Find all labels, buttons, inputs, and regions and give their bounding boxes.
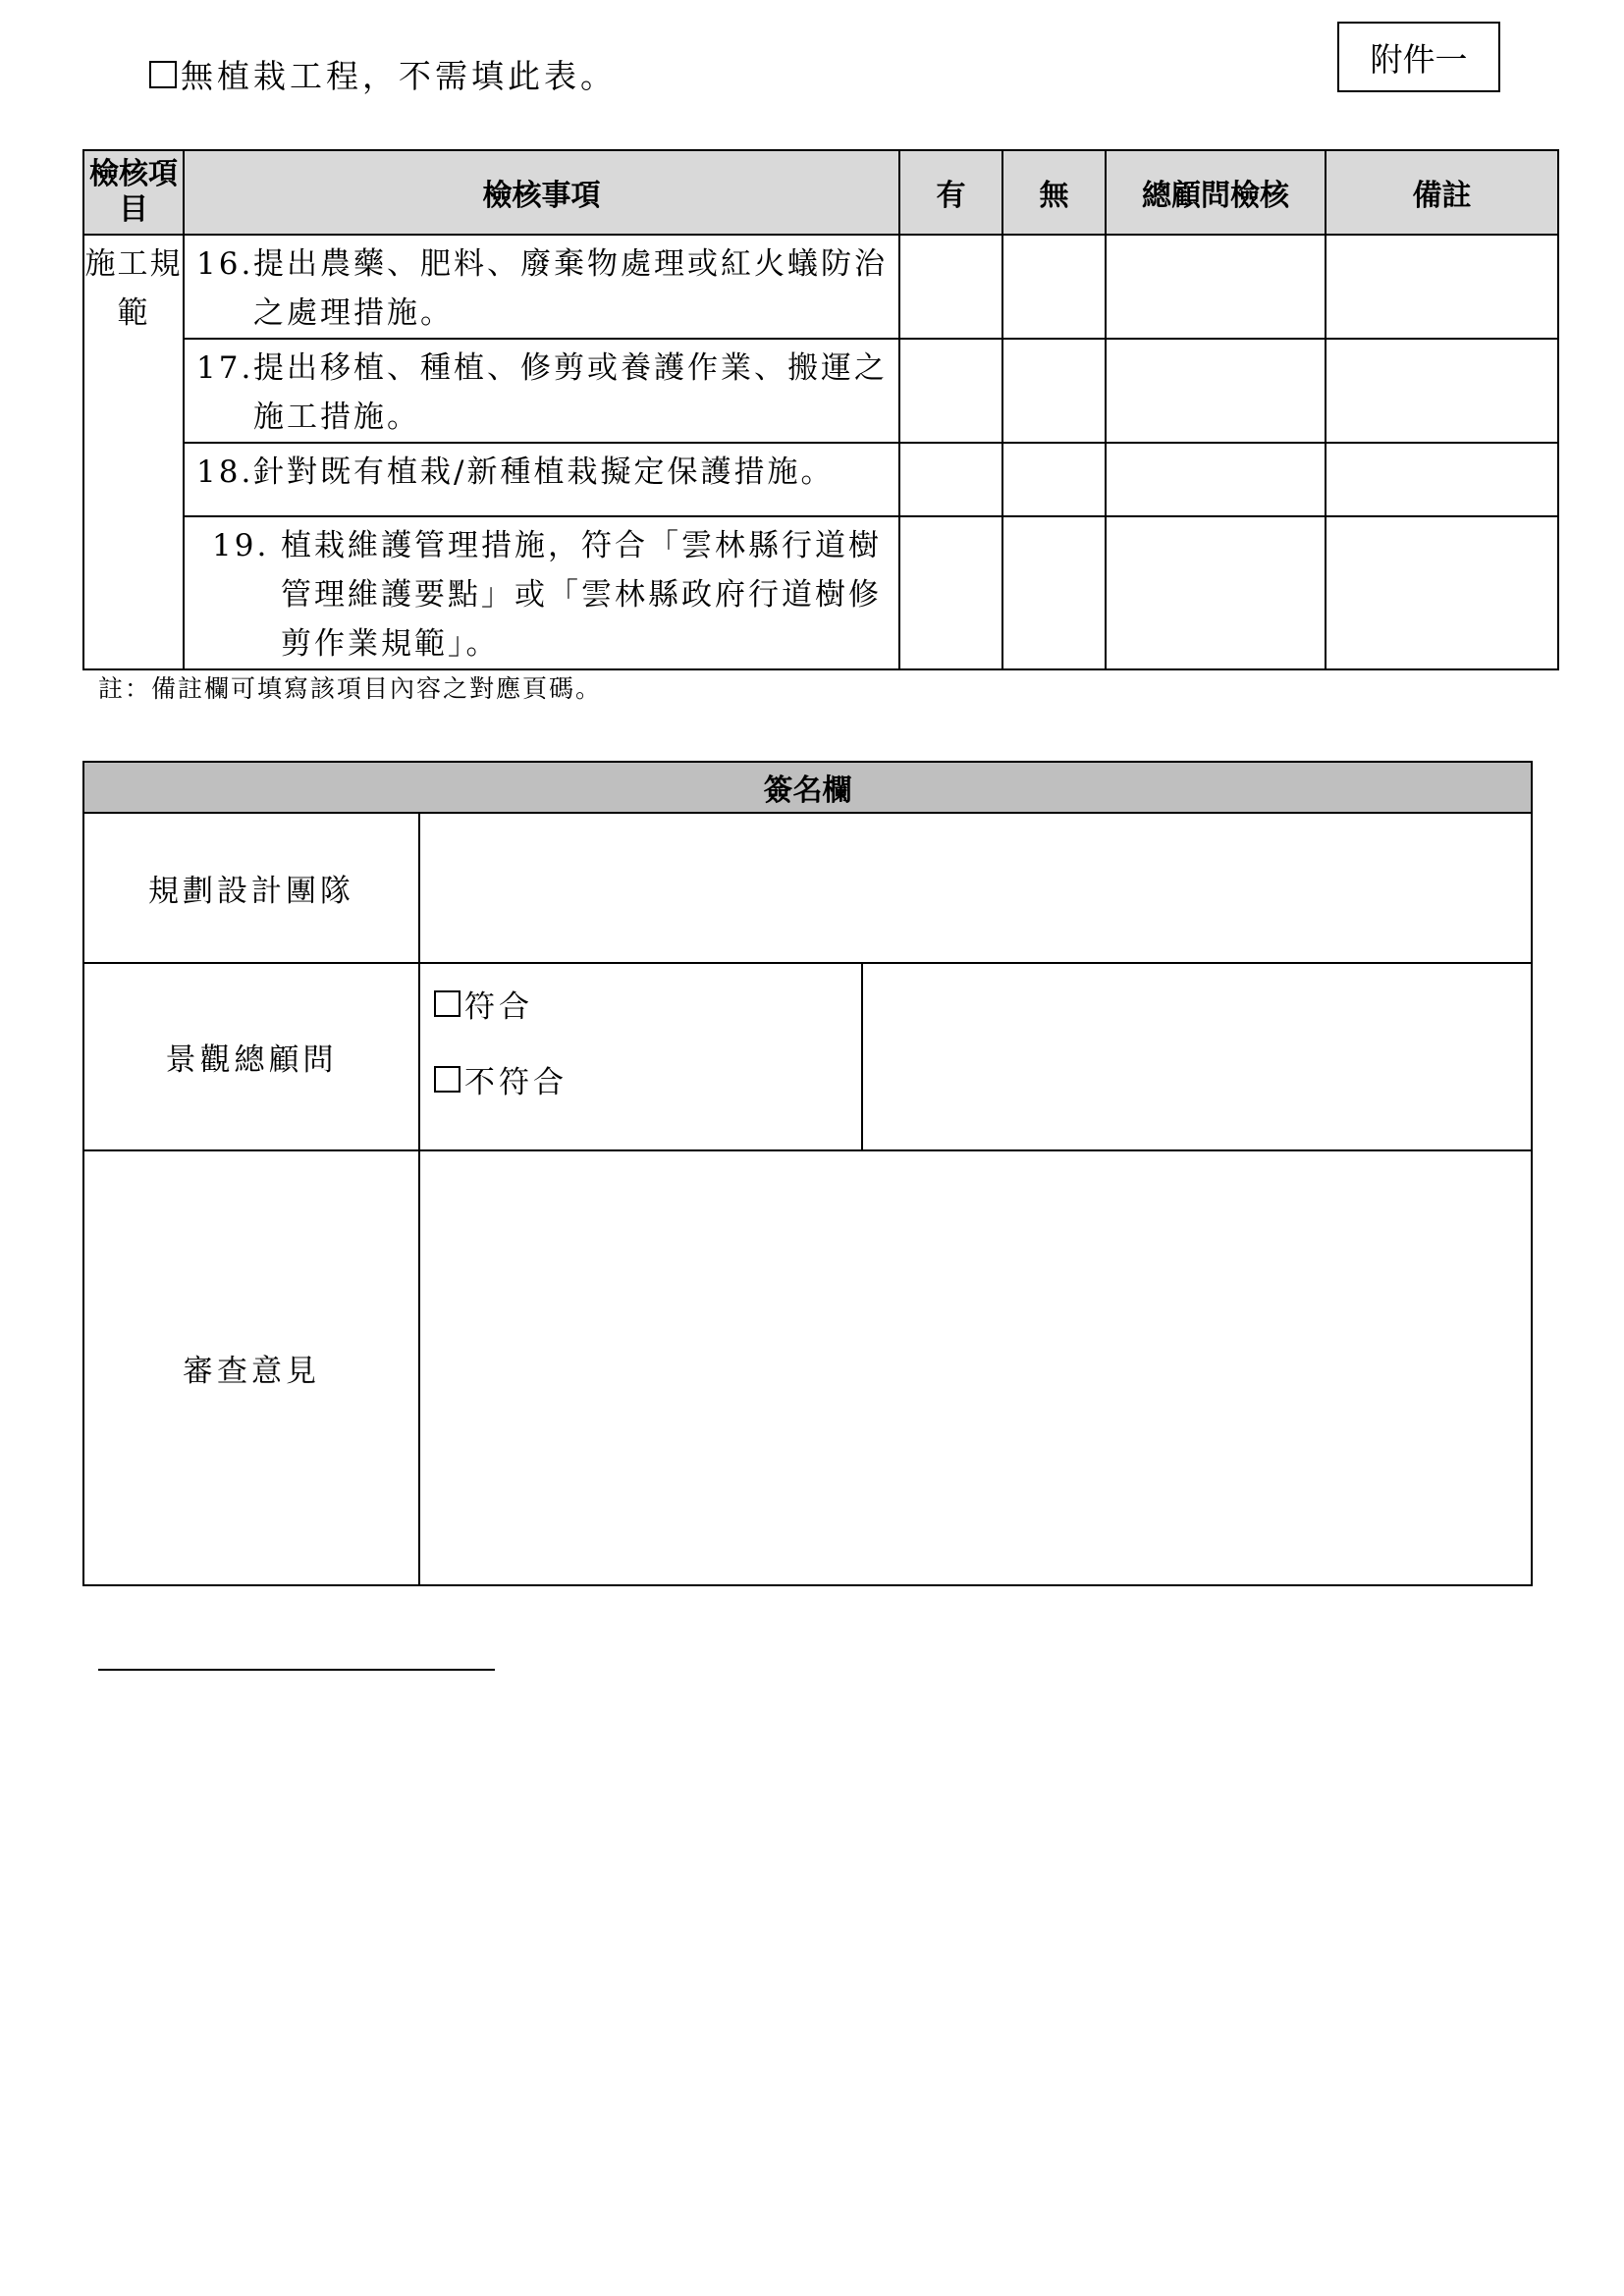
- table-row: [83, 443, 1558, 516]
- design-team-label: 規劃設計團隊: [83, 813, 419, 963]
- consultant-label: 景觀總顧問: [83, 963, 419, 1150]
- noncompliant-checkbox[interactable]: [434, 1066, 460, 1093]
- yes-cell[interactable]: [899, 516, 1002, 669]
- option-noncompliant[interactable]: [420, 1057, 861, 1101]
- item-cell: 18. 針對既有植栽/新種植栽擬定保護措施。: [184, 443, 899, 516]
- item-cell: 17. 提出移植、種植、修剪或養護作業、搬運之施工措施。: [184, 339, 899, 443]
- remarks-cell[interactable]: [1326, 443, 1558, 516]
- header-yes: 有: [899, 150, 1002, 235]
- header-category: 檢核項目: [83, 150, 184, 235]
- no-cell[interactable]: [1002, 339, 1106, 443]
- option-compliant[interactable]: [420, 982, 861, 1026]
- header-consultant-review: 總顧問檢核: [1106, 150, 1326, 235]
- category-cell: 施工規範: [83, 235, 184, 669]
- checklist-table: [82, 149, 1559, 670]
- no-planting-label: 無植栽工程，不需填此表。: [181, 57, 617, 95]
- no-planting-checkbox[interactable]: [149, 61, 177, 88]
- remarks-cell[interactable]: [1326, 516, 1558, 669]
- consultant-signature-field[interactable]: [862, 963, 1532, 1150]
- consultant-cell[interactable]: [1106, 443, 1326, 516]
- design-team-signature-field[interactable]: [419, 813, 1532, 963]
- remarks-cell[interactable]: [1326, 235, 1558, 339]
- yes-cell[interactable]: [899, 235, 1002, 339]
- consultant-cell[interactable]: [1106, 516, 1326, 669]
- no-cell[interactable]: [1002, 516, 1106, 669]
- remarks-cell[interactable]: [1326, 339, 1558, 443]
- review-opinion-field[interactable]: [419, 1150, 1532, 1585]
- table-row: [83, 339, 1558, 443]
- signature-title: 簽名欄: [83, 762, 1532, 813]
- yes-cell[interactable]: [899, 443, 1002, 516]
- footnote-divider: [98, 1669, 495, 1671]
- header-item: 檢核事項: [184, 150, 899, 235]
- yes-cell[interactable]: [899, 339, 1002, 443]
- no-planting-option[interactable]: [149, 51, 617, 97]
- consultant-options-cell: [419, 963, 862, 1150]
- item-cell: 16. 提出農藥、肥料、廢棄物處理或紅火蟻防治之處理措施。: [184, 235, 899, 339]
- item-cell: 19. 植栽維護管理措施，符合「雲林縣行道樹管理維護要點」或「雲林縣政府行道樹修剪作業規範」。: [184, 516, 899, 669]
- annex-label: 附件一: [1337, 22, 1500, 92]
- option-compliant-label: 符合: [464, 989, 533, 1025]
- review-label: 審查意見: [83, 1150, 419, 1585]
- signature-table: [82, 761, 1533, 1586]
- consultant-cell[interactable]: [1106, 339, 1326, 443]
- consultant-cell[interactable]: [1106, 235, 1326, 339]
- option-noncompliant-label: 不符合: [464, 1065, 568, 1100]
- header-remarks: 備註: [1326, 150, 1558, 235]
- no-cell[interactable]: [1002, 235, 1106, 339]
- table-row: [83, 235, 1558, 339]
- compliant-checkbox[interactable]: [434, 990, 460, 1017]
- footnote: 註：備註欄可填寫該項目內容之對應頁碼。: [98, 674, 603, 703]
- no-cell[interactable]: [1002, 443, 1106, 516]
- header-no: 無: [1002, 150, 1106, 235]
- table-row: [83, 516, 1558, 669]
